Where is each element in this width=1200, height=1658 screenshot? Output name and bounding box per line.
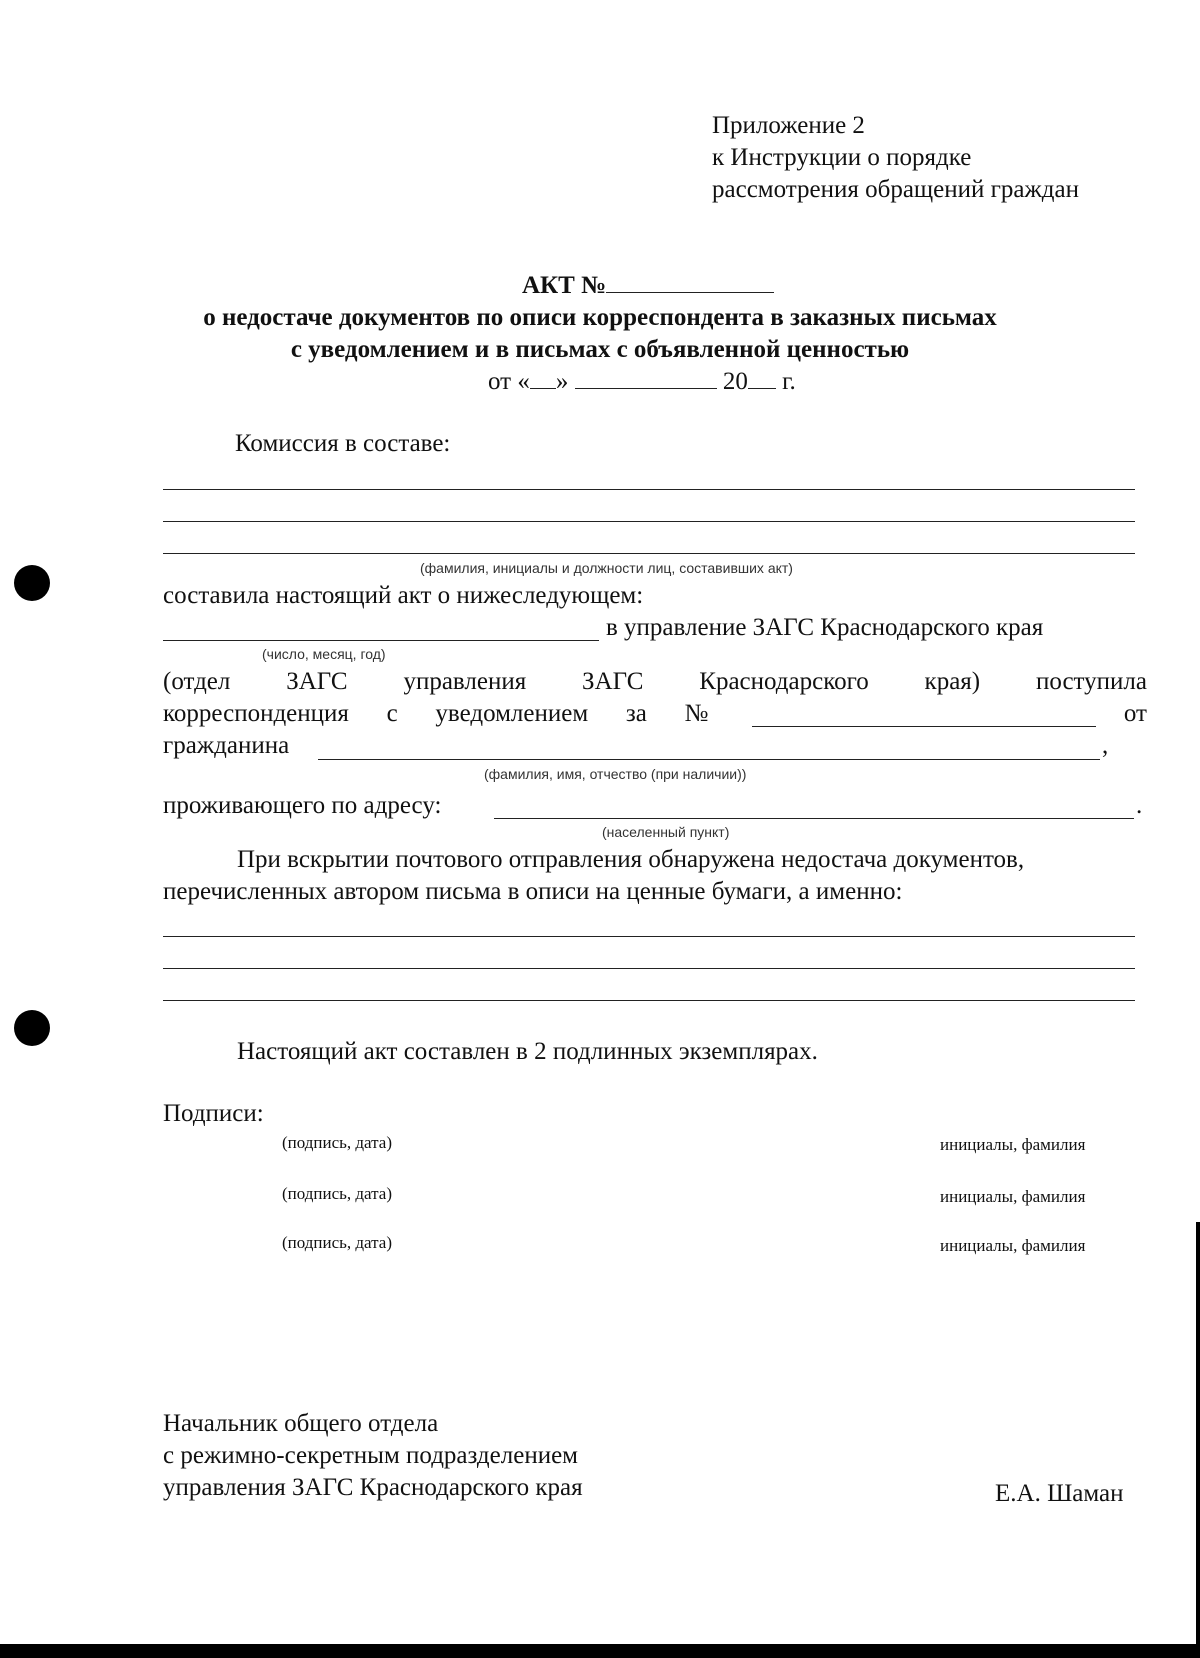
punch-hole-bottom	[14, 1010, 50, 1046]
date-year-prefix: 20	[722, 368, 748, 395]
address-label: проживающего по адресу:	[163, 792, 442, 819]
commission-hint: (фамилия, инициалы и должности лиц, составивших акт)	[420, 560, 793, 576]
signatures-label: Подписи:	[163, 1100, 264, 1127]
title-line-1: о недостаче документов по описи корреспондента в заказных письмах	[203, 304, 997, 331]
punch-hole-top	[14, 565, 50, 601]
row1-word-4: ЗАГС	[582, 668, 644, 695]
signature-name-3[interactable]: инициалы, фамилия	[940, 1236, 1086, 1255]
signature-name-1[interactable]: инициалы, фамилия	[940, 1135, 1086, 1154]
citizen-label: гражданина	[163, 732, 290, 759]
signature-date-2[interactable]: (подпись, дата)	[282, 1184, 393, 1203]
scan-edge-bottom	[0, 1644, 1200, 1658]
composed-text: составила настоящий акт о нижеследующем:	[163, 582, 644, 609]
date-close-quote: »	[555, 368, 569, 395]
correspondence-number-line[interactable]	[752, 726, 1096, 727]
appendix-line-2: к Инструкции о порядке	[712, 144, 972, 171]
row1-word-6: края)	[924, 668, 981, 695]
to-office-text: в управление ЗАГС Краснодарского края	[606, 614, 1044, 641]
date-month-blank[interactable]	[575, 368, 717, 389]
copies-text: Настоящий акт составлен в 2 подлинных экземплярах.	[237, 1038, 818, 1065]
commission-line-3[interactable]	[163, 553, 1135, 554]
citizen-comma: ,	[1102, 732, 1109, 759]
date-year-suffix: г.	[782, 368, 796, 395]
signature-name-2[interactable]: инициалы, фамилия	[940, 1187, 1086, 1206]
row1-word-5: Краснодарского	[699, 668, 869, 695]
citizen-name-line[interactable]	[318, 759, 1100, 760]
row2-word-2: с	[386, 700, 398, 727]
row2-word-1: корреспонденция	[163, 700, 349, 727]
appendix-line-3: рассмотрения обращений граждан	[712, 176, 1079, 203]
appendix-line-1: Приложение 2	[712, 112, 865, 139]
missing-docs-line-3[interactable]	[163, 1000, 1135, 1001]
scan-edge-right	[1196, 1222, 1200, 1658]
row2-word-5: №	[684, 700, 709, 727]
row2-word-end: от	[1123, 700, 1147, 727]
missing-docs-line-1[interactable]	[163, 936, 1135, 937]
act-number-blank[interactable]	[606, 272, 774, 293]
row1-word-1: (отдел	[163, 668, 231, 695]
commission-line-1[interactable]	[163, 489, 1135, 490]
missing-docs-line-2[interactable]	[163, 968, 1135, 969]
date-year-blank[interactable]	[748, 368, 776, 389]
date-day-blank[interactable]	[530, 368, 556, 389]
citizen-hint: (фамилия, имя, отчество (при наличии))	[484, 766, 747, 782]
footer-line-1: Начальник общего отдела	[163, 1410, 439, 1437]
row2-word-3: уведомлением	[435, 700, 589, 727]
title-date	[488, 366, 796, 398]
footer-line-3: управления ЗАГС Краснодарского края	[163, 1474, 583, 1501]
act-label: АКТ №	[522, 272, 607, 299]
row1-word-7: поступила	[1035, 668, 1147, 695]
address-line[interactable]	[494, 818, 1134, 819]
row2-word-4: за	[625, 700, 647, 727]
receipt-date-line[interactable]	[163, 640, 599, 641]
title-line-2: с уведомлением и в письмах с объявленной ценностью	[290, 336, 910, 363]
receipt-date-hint: (число, месяц, год)	[262, 646, 386, 662]
footer-signatory-name: Е.А. Шаман	[995, 1480, 1124, 1507]
signature-date-3[interactable]: (подпись, дата)	[282, 1233, 393, 1252]
date-open-quote: от «	[488, 368, 530, 395]
department-row	[163, 666, 1147, 698]
signature-date-1[interactable]: (подпись, дата)	[282, 1133, 393, 1152]
footer-line-2: с режимно-секретным подразделением	[163, 1442, 578, 1469]
opening-line-1: При вскрытии почтового отправления обнаружена недостача документов,	[237, 846, 1025, 873]
address-hint: (населенный пункт)	[602, 824, 730, 840]
row1-word-3: управления	[403, 668, 527, 695]
commission-label: Комиссия в составе:	[235, 430, 451, 457]
act-title	[522, 270, 774, 302]
opening-line-2: перечисленных автором письма в описи на ценные бумаги, а именно:	[163, 878, 903, 905]
address-period: .	[1136, 792, 1143, 819]
row1-word-2: ЗАГС	[286, 668, 348, 695]
commission-line-2[interactable]	[163, 521, 1135, 522]
